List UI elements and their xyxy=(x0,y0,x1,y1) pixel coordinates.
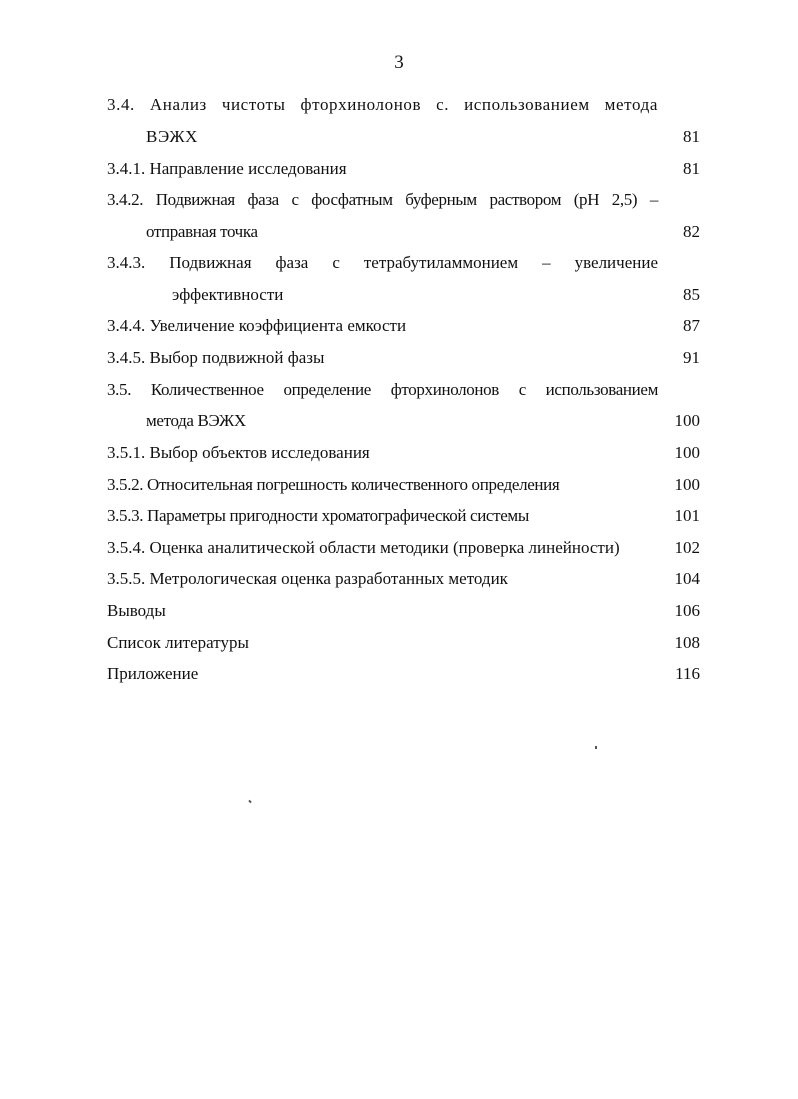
toc-entry-3-5-4: 3.5.4. Оценка аналитической области методики (проверка линейности) xyxy=(107,538,620,557)
toc-entry-3-4-2-line1: 3.4.2. Подвижная фаза с фосфатным буферным раствором (pH 2,5) – xyxy=(107,190,658,209)
toc-entry-conclusions-page: 106 xyxy=(674,601,700,620)
toc-entry-references: Список литературы xyxy=(107,633,249,652)
toc-entry-3-4-3-line1: 3.4.3. Подвижная фаза с тетрабутиламмонием – увеличение xyxy=(107,253,658,272)
toc-entry-3-5-page: 100 xyxy=(674,411,700,430)
toc-entry-conclusions: Выводы xyxy=(107,601,166,620)
toc-entry-3-4-4-page: 87 xyxy=(683,316,700,335)
scan-speck xyxy=(595,746,597,749)
toc-entry-3-4-4: 3.4.4. Увеличение коэффициента емкости xyxy=(107,316,407,335)
toc-entry-3-5-2-page: 100 xyxy=(674,475,700,494)
toc-entry-3-4-line1: 3.4. Анализ чистоты фторхинолонов с. использованием метода xyxy=(107,95,658,114)
toc-entry-3-4-3-page: 85 xyxy=(683,285,700,304)
toc-entry-3-4-5-page: 91 xyxy=(683,348,700,367)
toc-entry-3-5-5-page: 104 xyxy=(674,569,700,588)
toc-entry-3-4-3-line2: эффективности xyxy=(172,285,284,304)
toc-entry-3-5-1-page: 100 xyxy=(674,443,700,462)
toc-entry-3-4-2-page: 82 xyxy=(683,222,700,241)
toc-entry-3-5-1: 3.5.1. Выбор объектов исследования xyxy=(107,443,370,462)
toc-entry-3-5-5: 3.5.5. Метрологическая оценка разработанных методик xyxy=(107,569,508,588)
toc-entry-3-4-5: 3.4.5. Выбор подвижной фазы xyxy=(107,348,325,367)
toc-entry-3-5-3-page: 101 xyxy=(674,506,700,525)
toc-entry-references-page: 108 xyxy=(674,633,700,652)
toc-entry-3-4-line2: ВЭЖХ xyxy=(146,127,199,146)
toc-entry-3-5-line1: 3.5. Количественное определение фторхинолонов с использованием xyxy=(107,380,658,399)
toc-entry-3-5-line2: метода ВЭЖХ xyxy=(146,411,246,430)
toc-entry-3-4-1: 3.4.1. Направление исследования xyxy=(107,159,347,178)
toc-entry-3-4-1-page: 81 xyxy=(683,159,700,178)
toc-entry-appendix-page: 116 xyxy=(675,664,700,683)
toc-entry-3-5-2: 3.5.2. Относительная погрешность количественного определения xyxy=(107,475,560,494)
page-number: 3 xyxy=(394,52,404,73)
toc-entry-3-5-3: 3.5.3. Параметры пригодности хроматографической системы xyxy=(107,506,529,525)
toc-entry-3-4-page: 81 xyxy=(683,127,700,146)
toc-entry-appendix: Приложение xyxy=(107,664,199,683)
scan-speck xyxy=(248,800,251,804)
toc-entry-3-5-4-page: 102 xyxy=(674,538,700,557)
toc-entry-3-4-2-line2: отправная точка xyxy=(146,222,258,241)
